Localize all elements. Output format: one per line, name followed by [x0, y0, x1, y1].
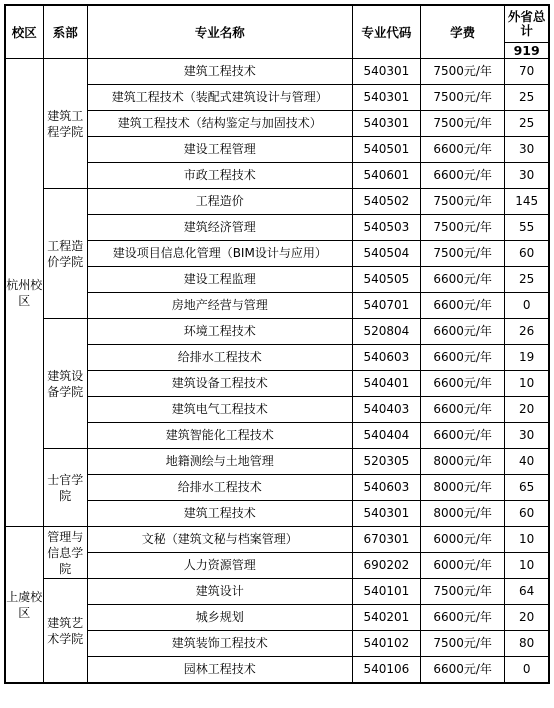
enrollment-table-container: [4, 4, 550, 702]
major-name-cell: 人力资源管理: [87, 553, 352, 579]
major-name-cell: 建筑设备工程技术: [87, 371, 352, 397]
out-of-province-count-cell: 0: [505, 293, 549, 319]
tuition-cell: 6600元/年: [421, 605, 505, 631]
out-of-province-count-cell: 40: [505, 449, 549, 475]
table-row: [5, 579, 549, 605]
header-campus: 校区: [5, 5, 43, 59]
table-row: [5, 475, 549, 501]
major-code-cell: 540505: [352, 267, 420, 293]
campus-cell: 上虞校区: [5, 527, 43, 684]
major-name-cell: 工程造价: [87, 189, 352, 215]
table-row: [5, 657, 549, 684]
major-code-cell: 670301: [352, 527, 420, 553]
major-code-cell: 540502: [352, 189, 420, 215]
tuition-cell: 6600元/年: [421, 657, 505, 684]
out-of-province-count-cell: 25: [505, 111, 549, 137]
major-code-cell: 540701: [352, 293, 420, 319]
tuition-cell: 6600元/年: [421, 267, 505, 293]
out-of-province-count-cell: 60: [505, 241, 549, 267]
major-code-cell: 540301: [352, 111, 420, 137]
major-name-cell: 建筑工程技术（结构鉴定与加固技术）: [87, 111, 352, 137]
major-code-cell: 540101: [352, 579, 420, 605]
table-row: [5, 241, 549, 267]
major-name-cell: 地籍测绘与土地管理: [87, 449, 352, 475]
major-name-cell: 给排水工程技术: [87, 345, 352, 371]
header-tuition: 学费: [421, 5, 505, 59]
department-cell: 管理与信息学院: [43, 527, 87, 579]
major-name-cell: 给排水工程技术: [87, 475, 352, 501]
out-of-province-count-cell: 0: [505, 657, 549, 684]
table-row: [5, 501, 549, 527]
major-name-cell: 建筑经济管理: [87, 215, 352, 241]
tuition-cell: 7500元/年: [421, 85, 505, 111]
table-row: [5, 215, 549, 241]
out-of-province-count-cell: 60: [505, 501, 549, 527]
major-name-cell: 房地产经营与管理: [87, 293, 352, 319]
table-row: [5, 397, 549, 423]
major-name-cell: 建设工程管理: [87, 137, 352, 163]
table-row: [5, 59, 549, 85]
table-row: [5, 319, 549, 345]
out-of-province-count-cell: 145: [505, 189, 549, 215]
header-department: 系部: [43, 5, 87, 59]
table-row: [5, 423, 549, 449]
out-of-province-count-cell: 30: [505, 163, 549, 189]
out-of-province-count-cell: 30: [505, 137, 549, 163]
major-name-cell: 建筑装饰工程技术: [87, 631, 352, 657]
table-row: [5, 345, 549, 371]
major-name-cell: 建筑电气工程技术: [87, 397, 352, 423]
table-row: [5, 631, 549, 657]
out-of-province-count-cell: 25: [505, 267, 549, 293]
department-cell: 建筑设备学院: [43, 319, 87, 449]
table-row: [5, 137, 549, 163]
header-out-of-province-total: 外省总计: [505, 5, 549, 43]
major-code-cell: 540603: [352, 345, 420, 371]
major-code-cell: 520804: [352, 319, 420, 345]
out-of-province-count-cell: 64: [505, 579, 549, 605]
major-code-cell: 540403: [352, 397, 420, 423]
table-body: [5, 59, 549, 684]
major-code-cell: 540603: [352, 475, 420, 501]
major-code-cell: 520305: [352, 449, 420, 475]
out-of-province-count-cell: 80: [505, 631, 549, 657]
tuition-cell: 6600元/年: [421, 371, 505, 397]
table-row: [5, 553, 549, 579]
major-name-cell: 环境工程技术: [87, 319, 352, 345]
tuition-cell: 6600元/年: [421, 423, 505, 449]
out-of-province-count-cell: 19: [505, 345, 549, 371]
major-code-cell: 690202: [352, 553, 420, 579]
tuition-cell: 6600元/年: [421, 163, 505, 189]
table-row: [5, 85, 549, 111]
out-of-province-count-cell: 10: [505, 371, 549, 397]
tuition-cell: 6600元/年: [421, 397, 505, 423]
major-name-cell: 建筑智能化工程技术: [87, 423, 352, 449]
tuition-cell: 6000元/年: [421, 527, 505, 553]
table-row: [5, 605, 549, 631]
tuition-cell: 7500元/年: [421, 215, 505, 241]
major-code-cell: 540601: [352, 163, 420, 189]
tuition-cell: 8000元/年: [421, 501, 505, 527]
major-name-cell: 园林工程技术: [87, 657, 352, 684]
tuition-cell: 7500元/年: [421, 189, 505, 215]
major-code-cell: 540106: [352, 657, 420, 684]
tuition-cell: 7500元/年: [421, 241, 505, 267]
out-of-province-count-cell: 65: [505, 475, 549, 501]
tuition-cell: 6600元/年: [421, 137, 505, 163]
tuition-cell: 7500元/年: [421, 631, 505, 657]
table-row: [5, 449, 549, 475]
major-code-cell: 540401: [352, 371, 420, 397]
major-name-cell: 文秘（建筑文秘与档案管理）: [87, 527, 352, 553]
tuition-cell: 6600元/年: [421, 345, 505, 371]
table-row: [5, 111, 549, 137]
header-major-name: 专业名称: [87, 5, 352, 59]
major-code-cell: 540503: [352, 215, 420, 241]
major-name-cell: 建筑工程技术（装配式建筑设计与管理）: [87, 85, 352, 111]
tuition-cell: 6000元/年: [421, 553, 505, 579]
header-major-code: 专业代码: [352, 5, 420, 59]
out-of-province-count-cell: 10: [505, 527, 549, 553]
tuition-cell: 8000元/年: [421, 449, 505, 475]
tuition-cell: 6600元/年: [421, 319, 505, 345]
campus-cell: 杭州校区: [5, 59, 43, 527]
table-row: [5, 371, 549, 397]
grand-total: 919: [505, 43, 549, 59]
major-code-cell: 540102: [352, 631, 420, 657]
major-code-cell: 540404: [352, 423, 420, 449]
major-name-cell: 建筑工程技术: [87, 59, 352, 85]
out-of-province-count-cell: 20: [505, 397, 549, 423]
major-name-cell: 建筑工程技术: [87, 501, 352, 527]
department-cell: 士官学院: [43, 449, 87, 527]
department-cell: 工程造价学院: [43, 189, 87, 319]
out-of-province-count-cell: 55: [505, 215, 549, 241]
major-code-cell: 540301: [352, 85, 420, 111]
out-of-province-count-cell: 20: [505, 605, 549, 631]
out-of-province-count-cell: 26: [505, 319, 549, 345]
major-code-cell: 540301: [352, 501, 420, 527]
major-code-cell: 540504: [352, 241, 420, 267]
table-row: [5, 267, 549, 293]
table-row: [5, 163, 549, 189]
major-name-cell: 建筑设计: [87, 579, 352, 605]
major-name-cell: 建设项目信息化管理（BIM设计与应用）: [87, 241, 352, 267]
major-code-cell: 540201: [352, 605, 420, 631]
table-header: [5, 5, 549, 59]
tuition-cell: 6600元/年: [421, 293, 505, 319]
major-code-cell: 540501: [352, 137, 420, 163]
table-row: [5, 189, 549, 215]
table-row: [5, 293, 549, 319]
out-of-province-count-cell: 70: [505, 59, 549, 85]
major-name-cell: 建设工程监理: [87, 267, 352, 293]
major-code-cell: 540301: [352, 59, 420, 85]
tuition-cell: 8000元/年: [421, 475, 505, 501]
table-row: [5, 527, 549, 553]
out-of-province-count-cell: 25: [505, 85, 549, 111]
department-cell: 建筑艺术学院: [43, 579, 87, 684]
enrollment-table: [4, 4, 550, 684]
tuition-cell: 7500元/年: [421, 579, 505, 605]
major-name-cell: 市政工程技术: [87, 163, 352, 189]
tuition-cell: 7500元/年: [421, 59, 505, 85]
major-name-cell: 城乡规划: [87, 605, 352, 631]
out-of-province-count-cell: 30: [505, 423, 549, 449]
out-of-province-count-cell: 10: [505, 553, 549, 579]
tuition-cell: 7500元/年: [421, 111, 505, 137]
department-cell: 建筑工程学院: [43, 59, 87, 189]
